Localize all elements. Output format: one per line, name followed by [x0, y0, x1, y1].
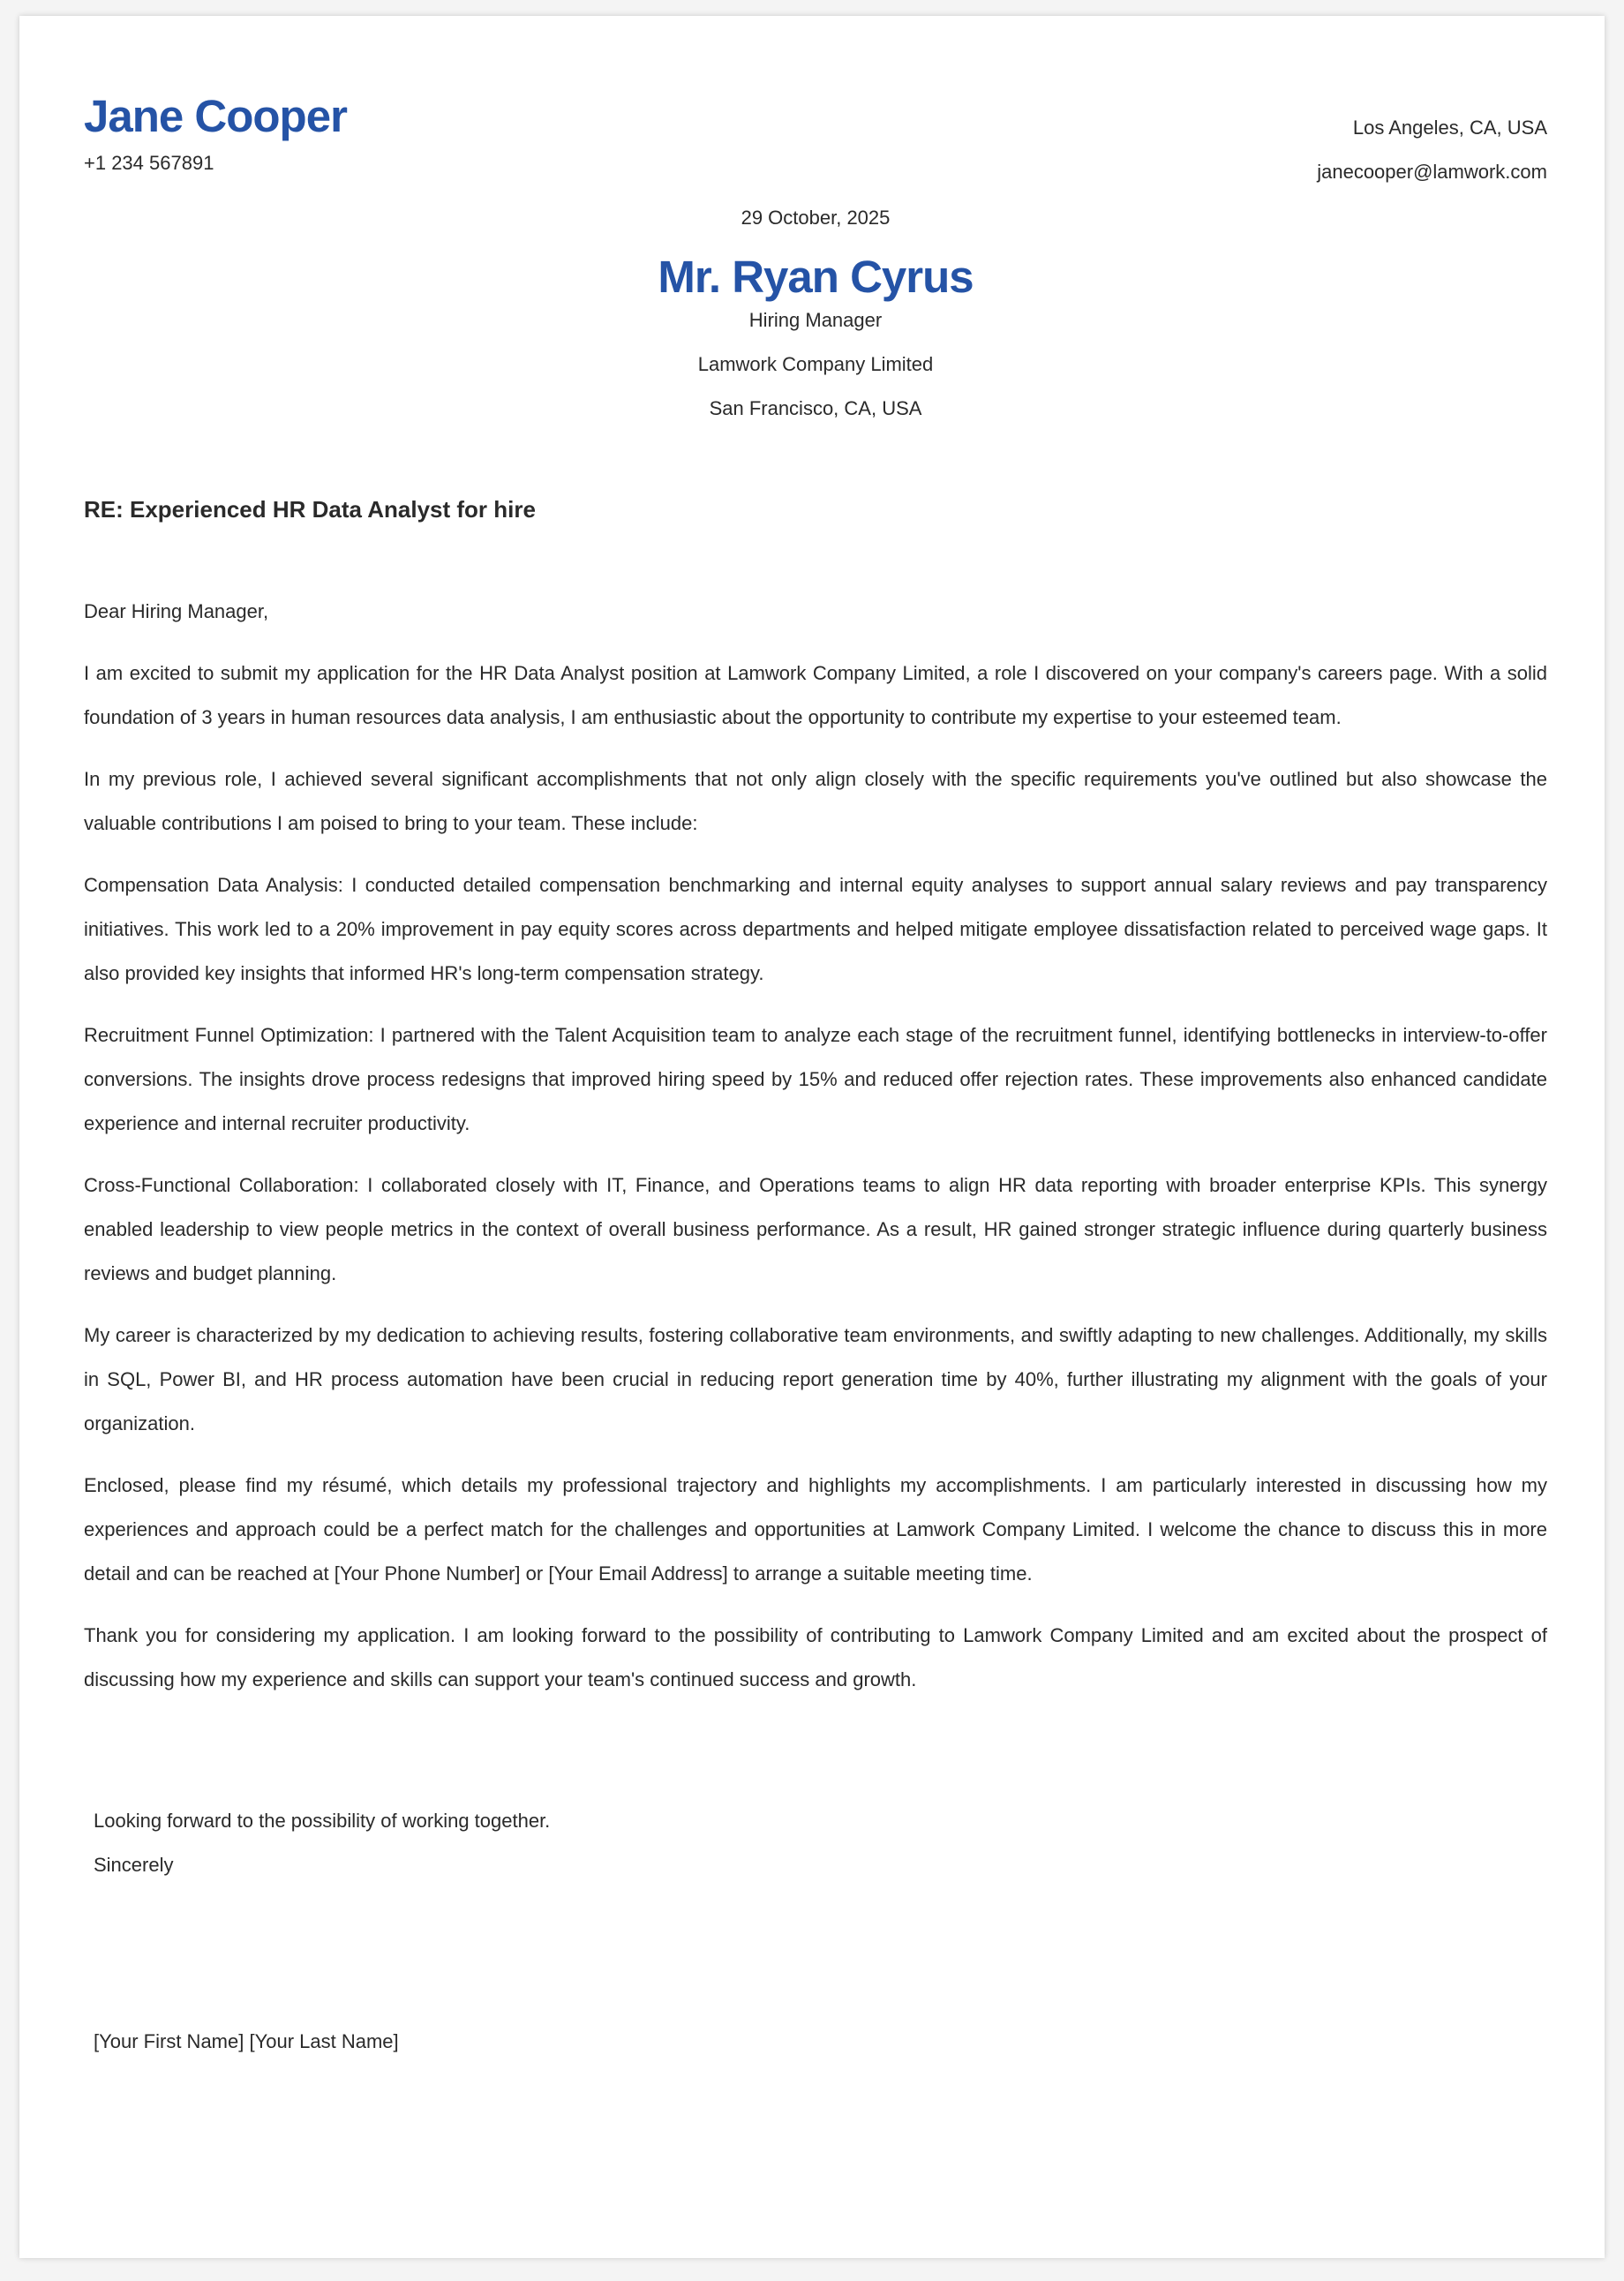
- body-paragraph-collaboration: Cross-Functional Collaboration: I collaborated closely with IT, Finance, and Operations teams to align HR data reporting with broader enterprise KPIs. This synergy enabled leadership to view people metrics in the context of overall business performance. As a result, HR gained stronger strategic influence during quarterly business reviews and budget planning.: [84, 1174, 1547, 1284]
- recipient-location: San Francisco, CA, USA: [709, 397, 922, 419]
- sender-location: Los Angeles, CA, USA: [1352, 117, 1547, 139]
- letter-content: [84, 79, 1547, 2064]
- body-paragraph-intro: I am excited to submit my application for the HR Data Analyst position at Lamwork Company Limited, a role I discovered on your company's careers page. With a solid foundation of 3 years in human resources data analysis, I am enthusiastic about the opportunity to contribute my expertise to your esteemed team.: [84, 662, 1547, 728]
- letter-header: [84, 79, 1547, 183]
- body-paragraph-accomplishments: In my previous role, I achieved several significant accomplishments that not only align closely with the specific requirements you've outlined but also showcase the valuable contributions I am poised to bring to your team. These include:: [84, 768, 1547, 834]
- sender-name: Jane Cooper: [84, 91, 347, 141]
- letter-subject: RE: Experienced HR Data Analyst for hire: [84, 496, 536, 523]
- recipient-company: Lamwork Company Limited: [697, 353, 934, 375]
- salutation: Dear Hiring Manager,: [84, 600, 269, 622]
- body-paragraph-recruitment: Recruitment Funnel Optimization: I partnered with the Talent Acquisition team to analyze each stage of the recruitment funnel, identifying bottlenecks in interview-to-offer conversions. The insights drove process redesigns that improved hiring speed by 15% and reduced offer rejection rates. These improvements also enhanced candidate experience and internal recruiter productivity.: [84, 1024, 1547, 1134]
- recipient-name: Mr. Ryan Cyrus: [658, 252, 974, 302]
- valediction: Sincerely: [94, 1854, 174, 1876]
- recipient-details: [84, 298, 1547, 431]
- sender-contact: [1317, 106, 1547, 194]
- body-paragraph-thanks: Thank you for considering my application. I am looking forward to the possibility of contributing to Lamwork Company Limited and am excited about the prospect of discussing how my experience and skills can support your team's continued success and growth.: [84, 1624, 1547, 1690]
- letter-closing: [84, 1799, 1547, 1887]
- body-paragraph-compensation: Compensation Data Analysis: I conducted detailed compensation benchmarking and internal equity analyses to support annual salary reviews and pay transparency initiatives. This work led to a 20% improvement in pay equity scores across departments and helped mitigate employee dissatisfaction related to perceived wage gaps. It also provided key insights that informed HR's long-term compensation strategy.: [84, 874, 1547, 984]
- letter-page: [19, 16, 1605, 2258]
- closing-line: Looking forward to the possibility of working together.: [94, 1810, 551, 1832]
- recipient-title: Hiring Manager: [748, 309, 883, 331]
- signature-name: [Your First Name] [Your Last Name]: [94, 2030, 399, 2052]
- letter-date: 29 October, 2025: [741, 207, 891, 229]
- sender-phone: +1 234 567891: [84, 152, 214, 174]
- body-paragraph-enclosed: Enclosed, please find my résumé, which details my professional trajectory and highlights my accomplishments. I am particularly interested in discussing how my experiences and approach could be a perfect match for the challenges and opportunities at Lamwork Company Limited. I welcome the chance to discuss this in more detail and can be reached at [Your Phone Number] or [Your Email Address] to arrange a suitable meeting time.: [84, 1474, 1547, 1585]
- body-paragraph-career: My career is characterized by my dedication to achieving results, fostering collaborative team environments, and swiftly adapting to new challenges. Additionally, my skills in SQL, Power BI, and HR process automation have been crucial in reducing report generation time by 40%, further illustrating my alignment with the goals of your organization.: [84, 1324, 1547, 1434]
- sender-email: janecooper@lamwork.com: [1317, 161, 1547, 183]
- letter-body: [84, 651, 1547, 1702]
